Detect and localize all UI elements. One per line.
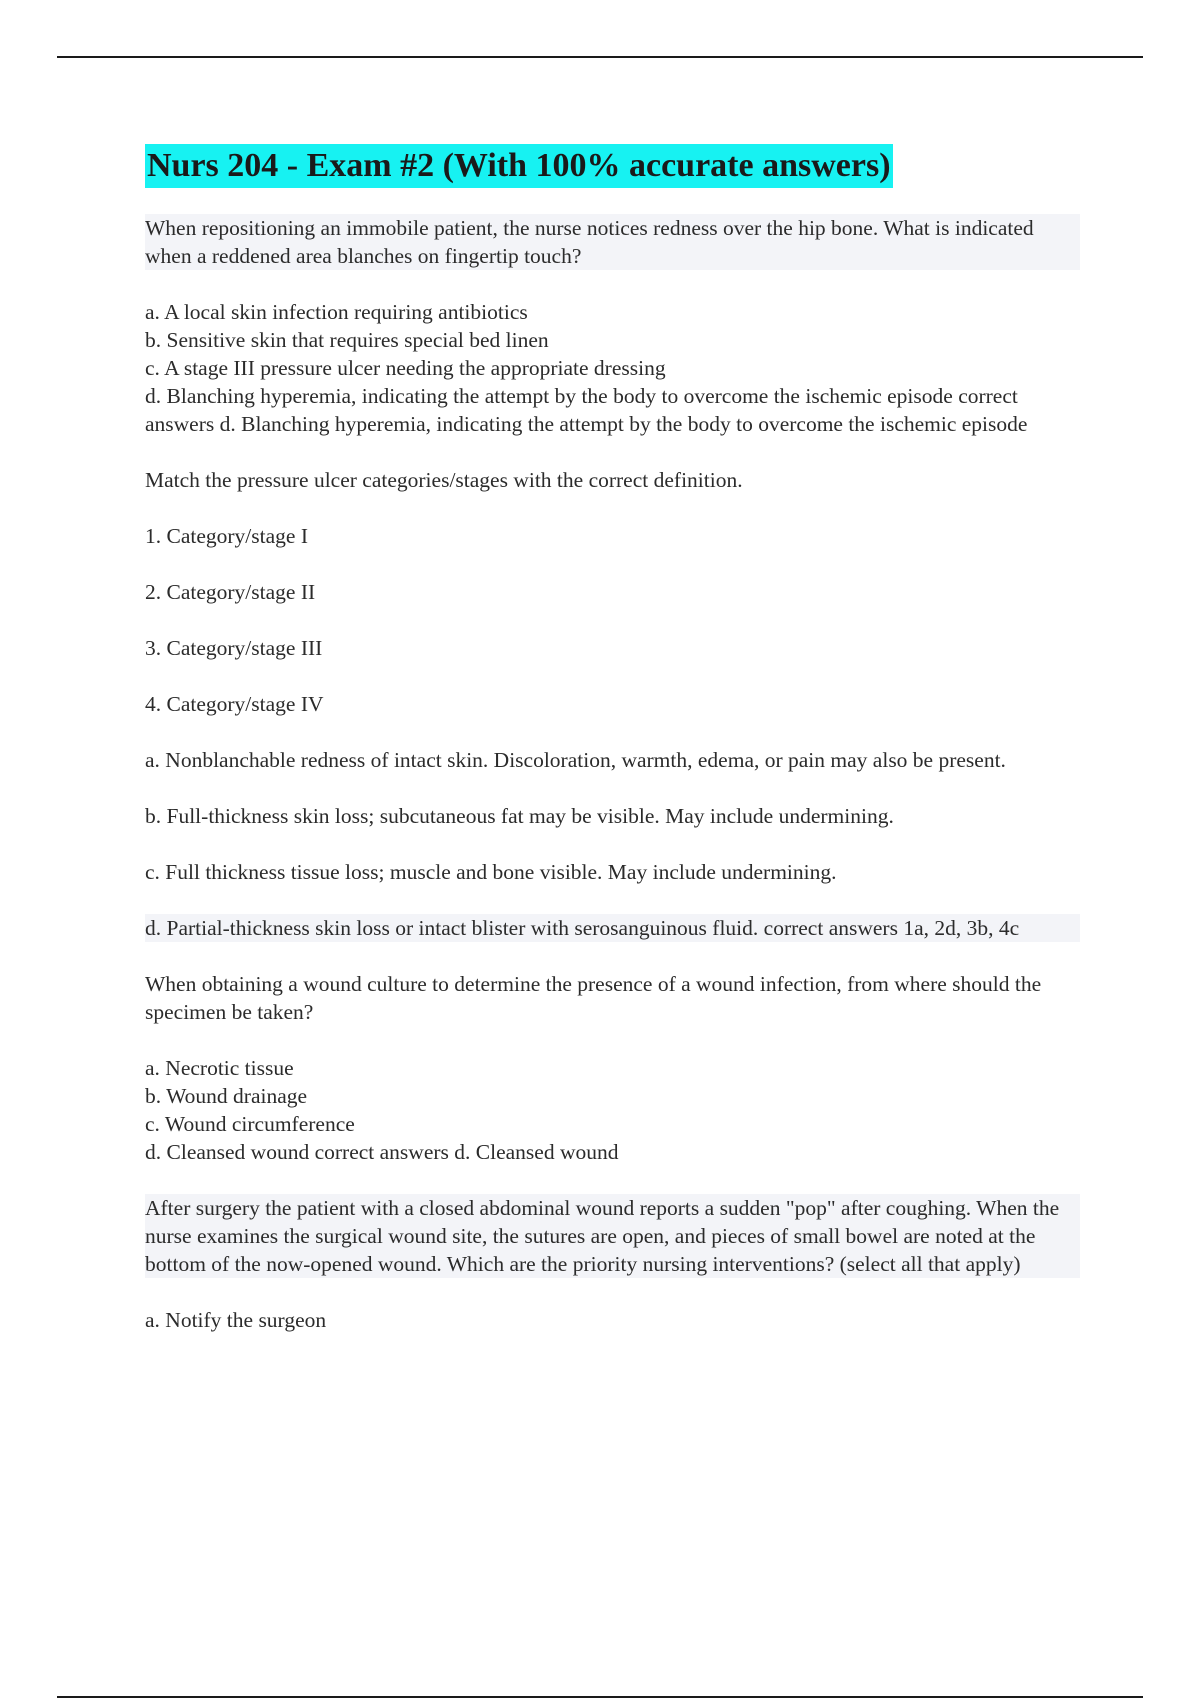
question-4-option-a: a. Notify the surgeon [145, 1308, 327, 1332]
question-3-option-a: a. Necrotic tissue [145, 1056, 294, 1080]
question-3-option-b: b. Wound drainage [145, 1084, 308, 1108]
question-2-text: Match the pressure ulcer categories/stages with the correct definition. [145, 468, 743, 492]
question-1-option-a: a. A local skin infection requiring antibiotics [145, 300, 528, 324]
question-2-definition-a: a. Nonblanchable redness of intact skin. Discoloration, warmth, edema, or pain may also be present. [145, 748, 1006, 772]
question-1-option-c: c. A stage III pressure ulcer needing the appropriate dressing [145, 356, 666, 380]
document-title: Nurs 204 - Exam #2 (With 100% accurate answers) [145, 144, 893, 188]
question-3-options [145, 1054, 1080, 1166]
question-1-option-d-answer: d. Blanching hyperemia, indicating the attempt by the body to overcome the ischemic episode correct answers d. Blanching hyperemia, indicating the attempt by the body to overcome the ischemic episode [145, 384, 1028, 436]
question-1-text: When repositioning an immobile patient, the nurse notices redness over the hip bone. What is indicated when a reddened area blanches on fingertip touch? [145, 214, 1080, 270]
document-body [145, 144, 1080, 1362]
question-2-item-2: 2. Category/stage II [145, 580, 316, 604]
question-2-item-3: 3. Category/stage III [145, 636, 323, 660]
question-2-definition-c: c. Full thickness tissue loss; muscle and bone visible. May include undermining. [145, 860, 837, 884]
question-1-options [145, 298, 1080, 438]
question-2-definition-b: b. Full-thickness skin loss; subcutaneous fat may be visible. May include undermining. [145, 804, 894, 828]
question-4-text: After surgery the patient with a closed abdominal wound reports a sudden "pop" after coughing. When the nurse examines the surgical wound site, the sutures are open, and pieces of small bowel are noted at the bottom of the now-opened wound. Which are the priority nursing interventions? (select all that apply) [145, 1194, 1080, 1278]
header-rule [57, 56, 1143, 58]
footer-rule [57, 1696, 1143, 1698]
question-1-option-b: b. Sensitive skin that requires special bed linen [145, 328, 549, 352]
question-2-item-1: 1. Category/stage I [145, 524, 308, 548]
question-2-definition-d-answer: d. Partial-thickness skin loss or intact blister with serosanguinous fluid. correct answers 1a, 2d, 3b, 4c [145, 914, 1080, 942]
question-3-option-c: c. Wound circumference [145, 1112, 355, 1136]
question-3-text: When obtaining a wound culture to determine the presence of a wound infection, from where should the specimen be taken? [145, 972, 1042, 1024]
question-2-item-4: 4. Category/stage IV [145, 692, 324, 716]
question-3-option-d-answer: d. Cleansed wound correct answers d. Cleansed wound [145, 1140, 619, 1164]
